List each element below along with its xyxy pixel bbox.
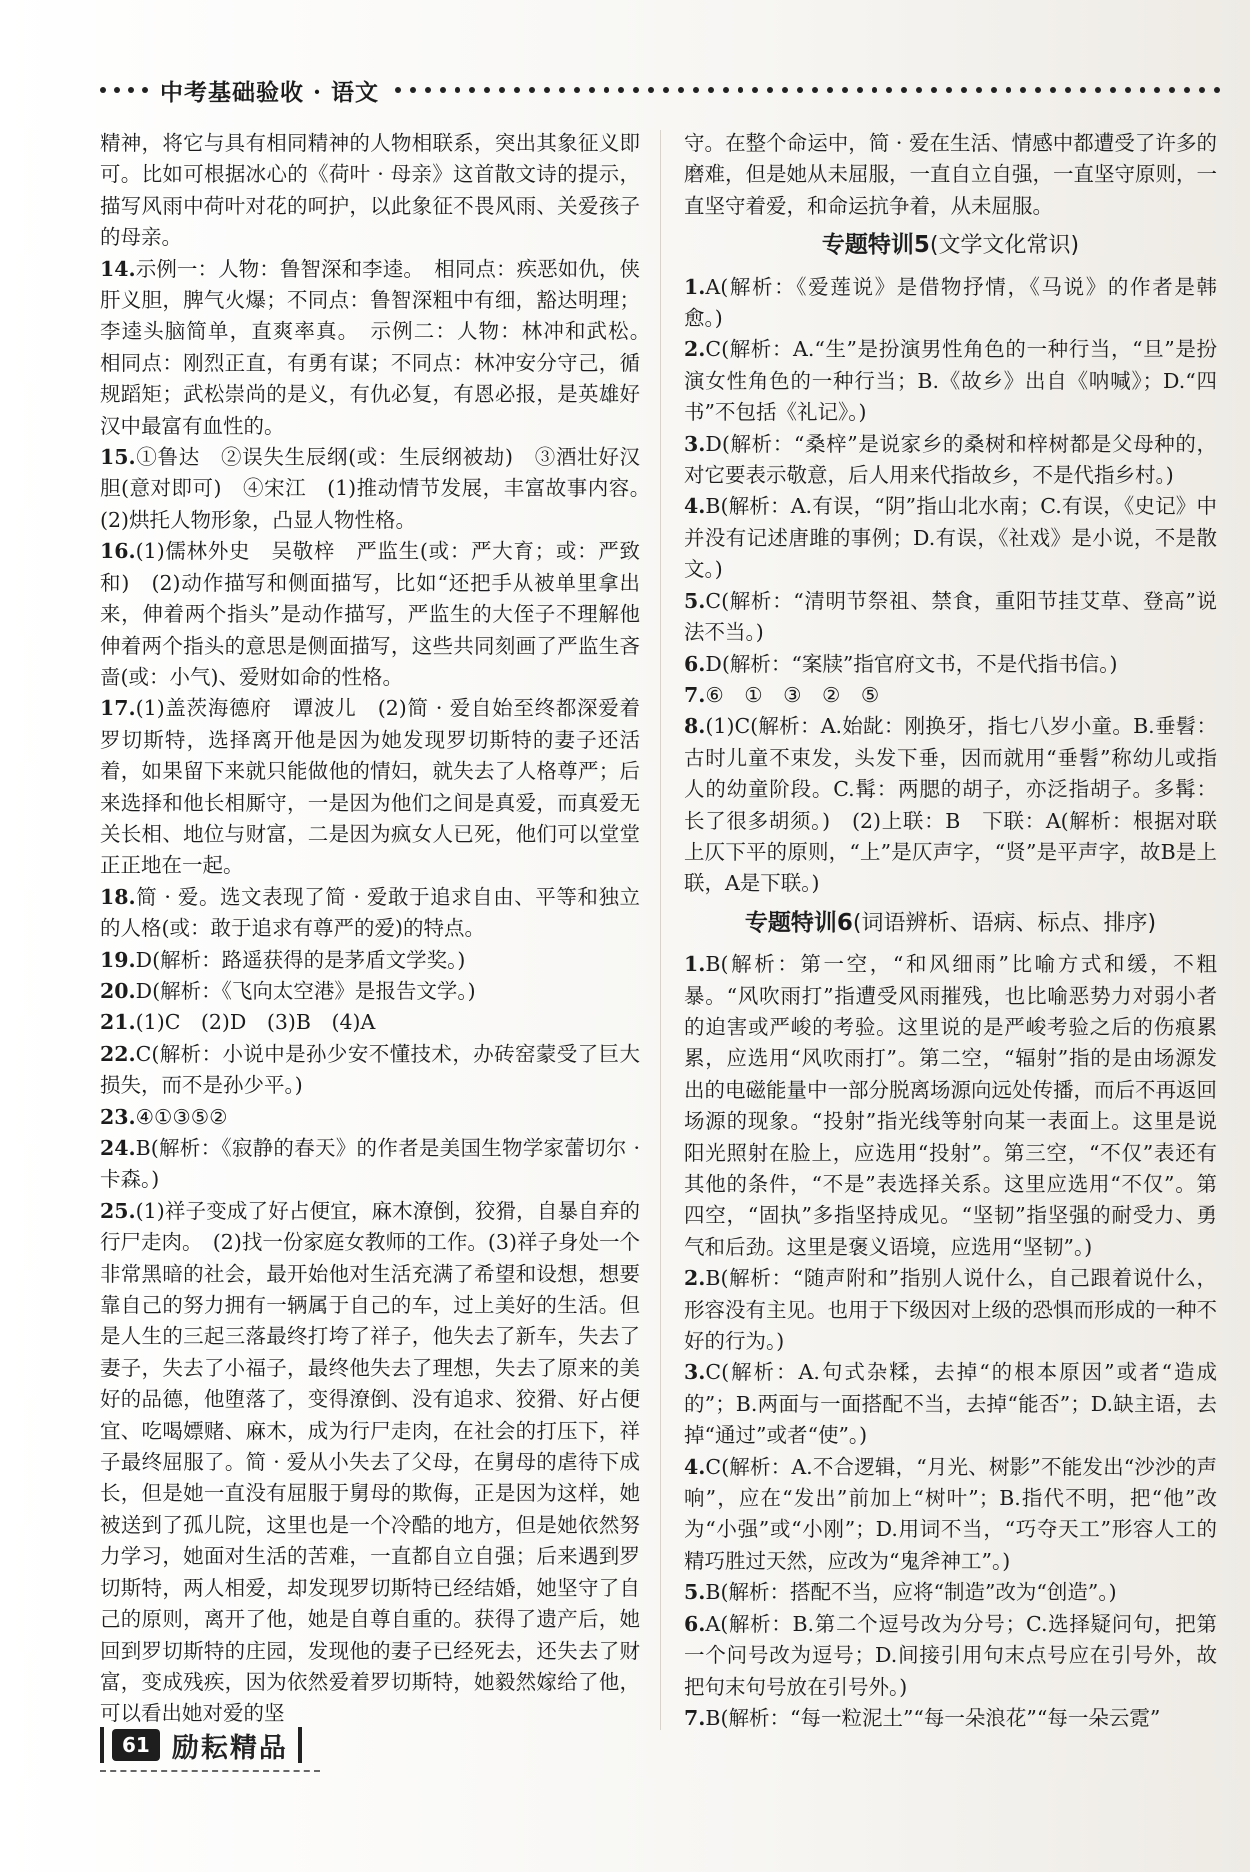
answer-item: 精神，将它与具有相同精神的人物相联系，突出其象征义即可。比如可根据冰心的《荷叶 · 母亲》这首散文诗的提示，描写风雨中荷叶对花的呵护，以此象征不畏风雨、关爱孩子的母亲。 [100, 131, 640, 250]
answer-item: 14.示例一：人物：鲁智深和李逵。 相同点：疾恶如仇，侠肝义胆，脾气火爆；不同点：鲁智深粗中有细，豁达明理；李逵头脑简单，直爽率真。 示例二：人物：林冲和武松。 相同点：刚烈正直，有勇有谋；不同点：林冲安分守己，循规蹈矩；武松崇尚的是义，有仇必复，有恩必报，是英雄好汉中最富有血性的。 [100, 256, 661, 438]
right-column [684, 128, 1217, 1734]
answer-item: 22.C(解析：小说中是孙少安不懂技术，办砖窑蒙受了巨大损失，而不是孙少平。) [100, 1041, 640, 1098]
answer-item: 6.D(解析：“案牍”指官府文书，不是代指书信。) [684, 651, 1118, 676]
answer-item: 7.⑥ ① ③ ② ⑤ [684, 682, 880, 707]
answer-item: 25.(1)祥子变成了好占便宜，麻木潦倒，狡猾，自暴自弃的行尸走肉。 (2)找一份家庭女教师的工作。(3)祥子身处一个非常黑暗的社会，最开始他对生活充满了希望和设想，想要靠自己的努力拥有一辆属于自己的车，过上美好的生活。但是人生的三起三落最终打垮了祥子，他失去了新车，失去了妻子，失去了小福子，最终他失去了理想，失去了原来的美好的品德，他堕落了，变得潦倒、没有追求、狡猾、好占便宜、吃喝嫖赌、麻木，成为行尸走肉，在社会的打压下，祥子最终屈服了。简 · 爱从小失去了父母，在舅母的虐待下成长，但是她一直没有屈服于舅母的欺侮，正是因为这样，她被送到了孤儿院，这里也是一个冷酷的地方，但是她依然努力学习，她面对生活的苦难，一直都自立自强；后来遇到罗切斯特，两人相爱，却发现罗切斯特已经结婚，她坚守了自己的原则，离开了他，她是自尊自重的。获得了遗产后，她回到罗切斯特的庄园，发现他的妻子已经死去，还失去了财富，变成残疾，因为依然爱着罗切斯特，她毅然嫁给了他，可以看出她对爱的坚 [100, 1198, 640, 1726]
answer-item: 17.(1)盖茨海德府 谭波儿 (2)简 · 爱自始至终都深爱着罗切斯特，选择离开他是因为她发现罗切斯特的妻子还活着，如果留下来就只能做他的情妇，就失去了人格尊严；后来选择和他长相厮守，一是因为他们之间是真爱，而真爱无关长相、地位与财富，二是因为疯女人已死，他们可以堂堂正正地在一起。 [100, 696, 640, 878]
answer-item: 16.(1)儒林外史 吴敬梓 严监生(或：严大育；或：严致和) (2)动作描写和侧面描写，比如“还把手从被单里拿出来，伸着两个指头”是动作描写，严监生的大侄子不理解他伸着两个指头的意思是侧面描写，这些共同刻画了严监生吝啬(或：小气)、爱财如命的性格。 [100, 539, 640, 689]
answer-item: 2.B(解析：“随声附和”指别人说什么，自己跟着说什么，形容没有主见。也用于下级因对上级的恐惧而形成的一种不好的行为。) [684, 1266, 1217, 1354]
header-title: 中考基础验收 · 语文 [160, 78, 380, 106]
answer-item: 1.A(解析：《爱莲说》是借物抒情，《马说》的作者是韩愈。) [684, 274, 1217, 331]
answer-item: 5.C(解析：“清明节祭祖、禁食，重阳节挂艾草、登高”说法不当。) [684, 588, 1217, 645]
footer-dashed-line [100, 1770, 320, 1772]
answer-item: 20.D(解析：《飞向太空港》是报告文学。) [100, 978, 476, 1003]
answer-item: 4.C(解析：A.不合逻辑，“月光、树影”不能发出“沙沙的声响”，应在“发出”前加上“树叶”；B.指代不明，把“他”改为“小强”或“小刚”；D.用词不当，“巧夺天工”形容人工的精巧胜过天然，应改为“鬼斧神工”。) [684, 1454, 1217, 1573]
section-title-6: 专题特训6(词语辨析、语病、标点、排序) [744, 909, 1157, 936]
answer-item: 2.C(解析：A.“生”是扮演男性角色的一种行当，“旦”是扮演女性角色的一种行当；B.《故乡》出自《呐喊》；D.“四书”不包括《礼记》。) [684, 337, 1217, 425]
answer-item: 1.B(解析：第一空，“和风细雨”比喻方式和缓，不粗暴。“风吹雨打”指遭受风雨摧残，也比喻恶势力对弱小者的迫害或严峻的考验。这里说的是严峻考验之后的伤痕累累，应选用“风吹雨打”。第二空，“辐射”指的是由场源发出的电磁能量中一部分脱离场源向远处传播，而后不再返回场源的现象。“投射”指光线等射向某一表面上。这里是说阳光照射在脸上，应选用“投射”。第三空，“不仅”表还有其他的条件，“不是”表选择关系。这里应选用“不仅”。第四空，“固执”多指坚持成见。“坚韧”指坚强的耐受力、勇气和后劲。这里是褒义语境，应选用“坚韧”。) [684, 952, 1217, 1259]
header-dots-left [100, 87, 148, 93]
page-footer [100, 1722, 302, 1768]
brand-logo-text: 励耘精品 [171, 1732, 288, 1764]
continued-text: 守。在整个命运中，简 · 爱在生活、情感中都遭受了许多的磨难，但是她从未屈服，一直自立自强，一直坚守原则，一直坚守着爱，和命运抗争着，从未屈服。 [684, 131, 1217, 218]
column-divider [660, 130, 661, 1730]
page-number: 61 [112, 1729, 160, 1761]
left-column [100, 128, 661, 1730]
footer-bar-left [100, 1727, 104, 1763]
answer-item: 5.B(解析：搭配不当，应将“制造”改为“创造”。) [684, 1580, 1117, 1605]
answer-item: 15.①鲁达 ②误失生辰纲(或：生辰纲被劫) ③酒壮好汉胆(意对即可) ④宋江 (1)推动情节发展，丰富故事内容。 (2)烘托人物形象，凸显人物性格。 [100, 445, 661, 532]
answer-item: 3.C(解析：A.句式杂糅，去掉“的根本原因”或者“造成的”；B.两面与一面搭配不当，去掉“能否”；D.缺主语，去掉“通过”或者“使”。) [684, 1360, 1217, 1448]
answer-item: 3.D(解析：“桑梓”是说家乡的桑树和梓树都是父母种的，对它要表示敬意，后人用来代指故乡，不是代指乡村。) [684, 431, 1217, 488]
answer-item: 4.B(解析：A.有误，“阴”指山北水南；C.有误，《史记》中并没有记述唐雎的事例；D.有误，《社戏》是小说，不是散文。) [684, 494, 1217, 582]
answer-item: 8.(1)C(解析：A.始龀：刚换牙，指七八岁小童。B.垂髫：古时儿童不束发，头发下垂，因而就用“垂髫”称幼儿或指人的幼童阶段。C.髯：两腮的胡子，亦泛指胡子。多髯：长了很多胡须。) (2)上联：B 下联：A(解析：根据对联上仄下平的原则，“上”是仄声字，“贤”是平声字，故B是上联，A是下联。) [684, 714, 1217, 896]
running-header [100, 72, 1220, 108]
answer-item: 6.A(解析：B.第二个逗号改为分号；C.选择疑问句，把第一个问号改为逗号；D.间接引用句末点号应在引号外，故把句末句号放在引号外。) [684, 1611, 1217, 1699]
answer-item: 23.④①③⑤② [100, 1104, 228, 1129]
answer-item: 19.D(解析：路遥获得的是茅盾文学奖。) [100, 947, 466, 972]
answer-item: 21.(1)C (2)D (3)B (4)A [100, 1010, 376, 1035]
answer-item: 18.简 · 爱。选文表现了简 · 爱敢于追求自由、平等和独立的人格(或：敢于追求有尊严的爱)的特点。 [100, 884, 640, 941]
answer-item: 24.B(解析：《寂静的春天》的作者是美国生物学家蕾切尔 · 卡森。) [100, 1136, 640, 1192]
header-dots-right [395, 87, 1220, 93]
answer-item: 7.B(解析：“每一粒泥土”“每一朵浪花”“每一朵云霓” [684, 1705, 1161, 1730]
section-title-5: 专题特训5(文学文化常识) [821, 232, 1080, 259]
footer-bar-right [298, 1727, 302, 1763]
